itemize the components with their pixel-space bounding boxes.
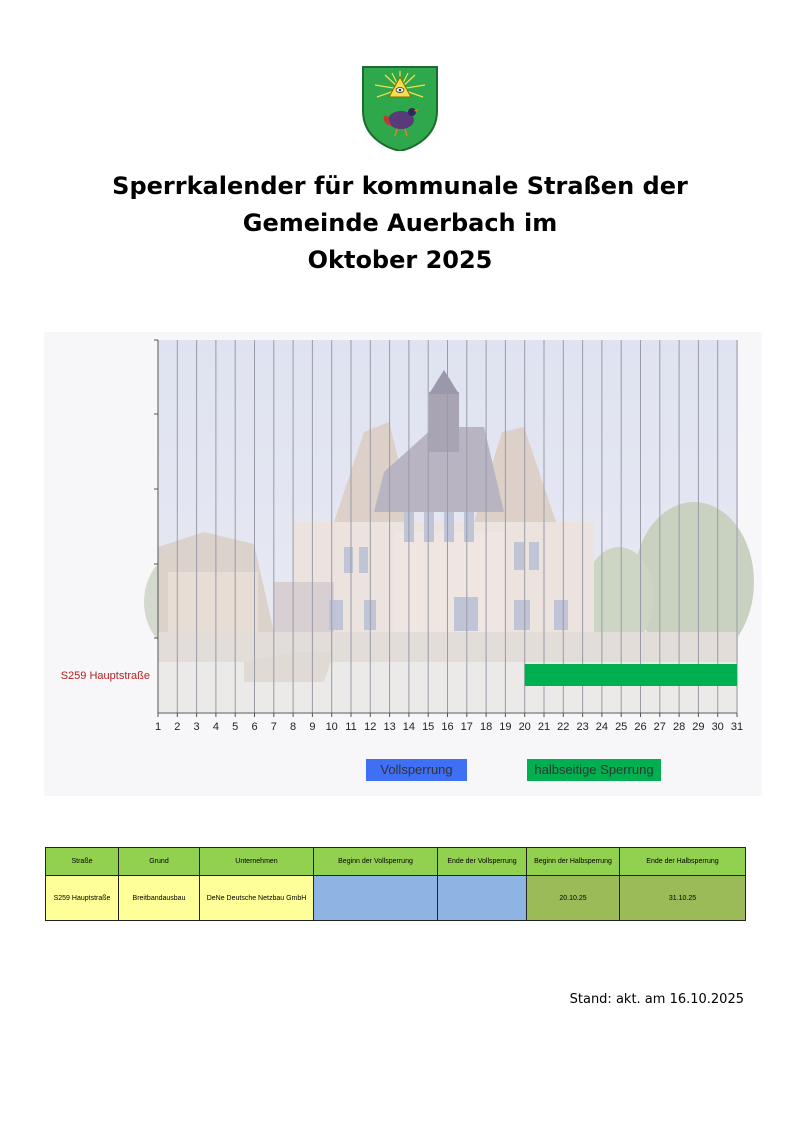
x-tick-label-29: 29 [692,721,705,733]
x-tick-label-11: 11 [345,721,357,733]
coat-of-arms-icon [361,65,439,151]
header-grund: Grund [119,848,200,876]
x-tick-label-25: 25 [615,721,628,733]
cell-ende-vollsperrung [438,876,527,921]
x-tick-label-14: 14 [402,721,416,733]
closure-table [45,847,746,921]
header-unternehmen: Unternehmen [200,848,314,876]
category-label-0: S259 Hauptstraße [60,670,150,682]
x-tick-label-13: 13 [383,721,396,733]
table-row [46,876,746,921]
cell-unternehmen: DeNe Deutsche Netzbau GmbH [200,876,314,921]
header-ende-vollsperrung: Ende der Vollsperrung [438,848,527,876]
x-tick-label-27: 27 [653,721,666,733]
x-tick-label-20: 20 [518,721,531,733]
x-tick-label-23: 23 [576,721,589,733]
stand-date: Stand: akt. am 16.10.2025 [569,992,744,1007]
cell-strasse: S259 Hauptstraße [46,876,119,921]
x-tick-label-8: 8 [290,721,297,733]
x-tick-label-1: 1 [154,721,162,733]
x-tick-label-10: 10 [325,721,338,733]
legend-halbseitige-sperrung [527,759,661,781]
bar-1-0 [525,664,737,686]
x-tick-label-7: 7 [270,721,277,733]
cell-ende-halbsperrung: 31.10.25 [620,876,746,921]
header-ende-halbsperrung: Ende der Halbsperrung [620,848,746,876]
chart-plot [44,332,762,796]
x-tick-label-19: 19 [499,721,512,733]
cell-beginn-halbsperrung: 20.10.25 [527,876,620,921]
x-tick-label-16: 16 [441,721,454,733]
x-tick-label-3: 3 [193,721,200,733]
title-line-1: Sperrkalender für kommunale Straßen der [112,172,688,200]
x-tick-label-17: 17 [460,721,473,733]
x-tick-label-2: 2 [174,721,181,733]
closure-chart [44,332,762,796]
cell-beginn-vollsperrung [314,876,438,921]
title-line-2: Gemeinde Auerbach im [242,209,558,237]
page-title [0,168,800,279]
x-tick-label-31: 31 [730,721,744,733]
x-tick-label-28: 28 [672,721,686,733]
x-tick-label-15: 15 [422,721,435,733]
x-tick-label-5: 5 [232,721,239,733]
x-tick-label-22: 22 [557,721,570,733]
legend-vollsperrung [366,759,467,781]
x-tick-label-30: 30 [711,721,724,733]
x-tick-label-6: 6 [251,721,258,733]
legend-vollsperrung-label: Vollsperrung [380,762,453,777]
x-tick-label-21: 21 [537,721,551,733]
table-header-row [46,848,746,876]
x-tick-label-24: 24 [595,721,609,733]
x-tick-label-9: 9 [309,721,316,733]
header-strasse: Straße [46,848,119,876]
header-beginn-halbsperrung: Beginn der Halbsperrung [527,848,620,876]
header-beginn-vollsperrung: Beginn der Vollsperrung [314,848,438,876]
x-tick-label-12: 12 [364,721,377,733]
cell-grund: Breitbandausbau [119,876,200,921]
x-tick-label-4: 4 [212,721,219,733]
legend-halbseitige-sperrung-label: halbseitige Sperrung [534,762,654,777]
x-tick-label-26: 26 [634,721,647,733]
x-tick-label-18: 18 [479,721,493,733]
title-line-3: Oktober 2025 [307,246,493,274]
